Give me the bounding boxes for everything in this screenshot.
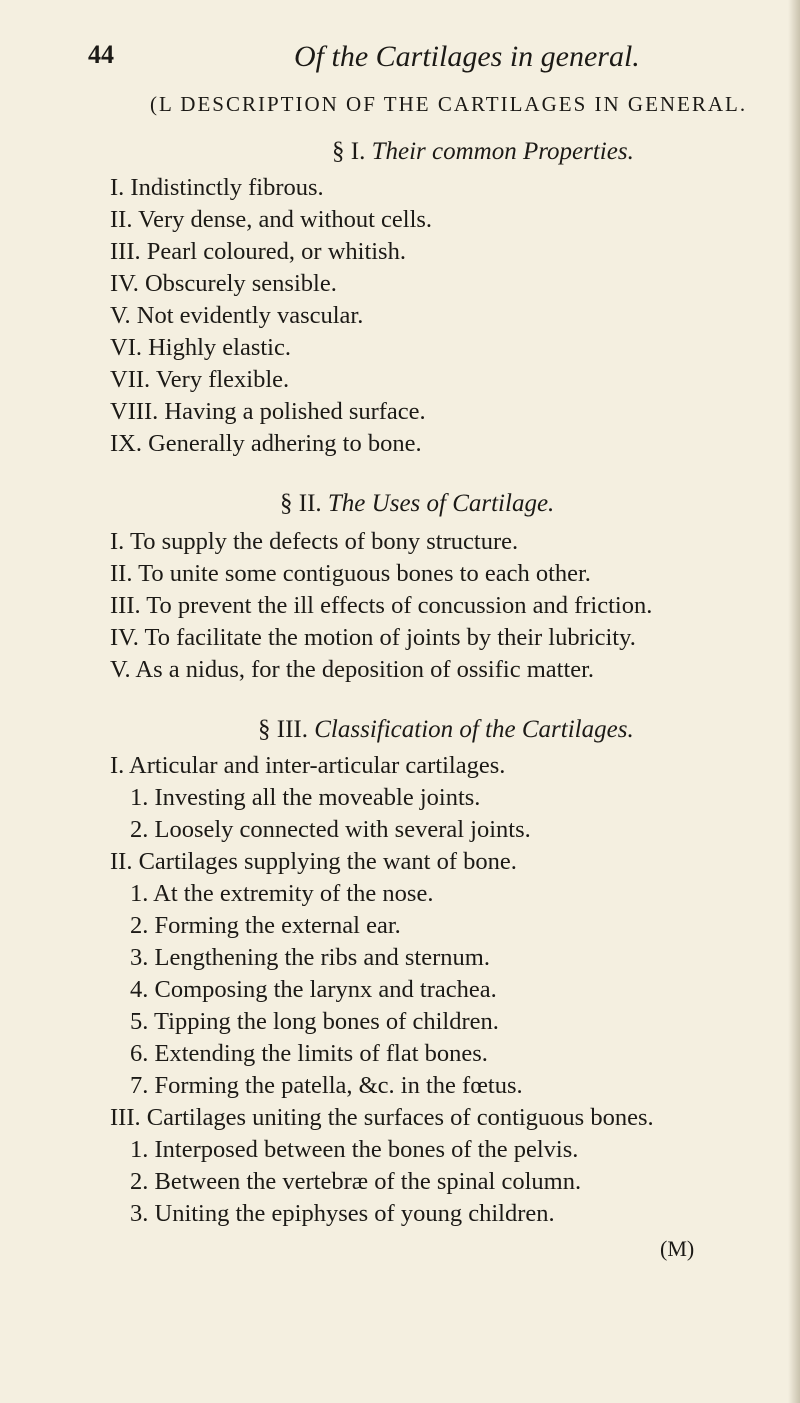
- list-item: 3. Uniting the epiphyses of young children.: [130, 1200, 555, 1227]
- list-item: VII. Very flexible.: [110, 366, 290, 393]
- list-item: III. Pearl coloured, or whitish.: [110, 238, 406, 265]
- list-item: 2. Loosely connected with several joints.: [130, 816, 531, 843]
- section-number: § I.: [332, 138, 366, 165]
- list-item: 1. At the extremity of the nose.: [130, 880, 434, 907]
- list-item: 1. Interposed between the bones of the pelvis.: [130, 1136, 579, 1163]
- list-item: I. To supply the defects of bony structure.: [110, 528, 519, 555]
- list-item: II. Very dense, and without cells.: [110, 206, 433, 233]
- list-item: 7. Forming the patella, &c. in the fœtus.: [130, 1072, 523, 1099]
- list-item: IV. Obscurely sensible.: [110, 270, 337, 297]
- section-heading-properties: [332, 138, 634, 166]
- list-item: 1. Investing all the moveable joints.: [130, 784, 481, 811]
- section-heading-uses: [280, 490, 554, 518]
- list-item: I. Indistinctly fibrous.: [110, 174, 324, 201]
- section-title: Their common Properties.: [371, 138, 634, 165]
- list-item: IX. Generally adhering to bone.: [110, 430, 422, 457]
- running-head: [88, 40, 728, 80]
- list-item: 4. Composing the larynx and trachea.: [130, 976, 497, 1003]
- list-item: 3. Lengthening the ribs and sternum.: [130, 944, 490, 971]
- list-item: 5. Tipping the long bones of children.: [130, 1008, 499, 1035]
- list-item: II. Cartilages supplying the want of bone.: [110, 848, 517, 875]
- section-title: Classification of the Cartilages.: [314, 716, 634, 743]
- list-item: II. To unite some contiguous bones to each other.: [110, 560, 591, 587]
- section-heading-classification: [258, 716, 634, 744]
- list-item: VI. Highly elastic.: [110, 334, 291, 361]
- list-item: 2. Forming the external ear.: [130, 912, 401, 939]
- section-number: § II.: [280, 490, 322, 517]
- list-item: IV. To facilitate the motion of joints by their lubricity.: [110, 624, 636, 651]
- section-number: § III.: [258, 716, 308, 743]
- list-item: I. Articular and inter-articular cartilages.: [110, 752, 506, 779]
- running-title: Of the Cartilages in general.: [294, 40, 640, 73]
- list-item: V. Not evidently vascular.: [110, 302, 364, 329]
- list-item: V. As a nidus, for the deposition of ossific matter.: [110, 656, 595, 683]
- list-item: 6. Extending the limits of flat bones.: [130, 1040, 488, 1067]
- list-item: III. Cartilages uniting the surfaces of contiguous bones.: [110, 1104, 654, 1131]
- list-item: III. To prevent the ill effects of concussion and friction.: [110, 592, 653, 619]
- part-heading: (L DESCRIPTION OF THE CARTILAGES IN GENERAL.: [150, 92, 748, 116]
- list-item: VIII. Having a polished surface.: [110, 398, 426, 425]
- page-edge-shadow: [788, 0, 800, 1403]
- list-item: 2. Between the vertebræ of the spinal column.: [130, 1168, 582, 1195]
- page-number: 44: [88, 40, 114, 69]
- section-title: The Uses of Cartilage.: [327, 490, 555, 517]
- catchword: (M): [660, 1236, 695, 1261]
